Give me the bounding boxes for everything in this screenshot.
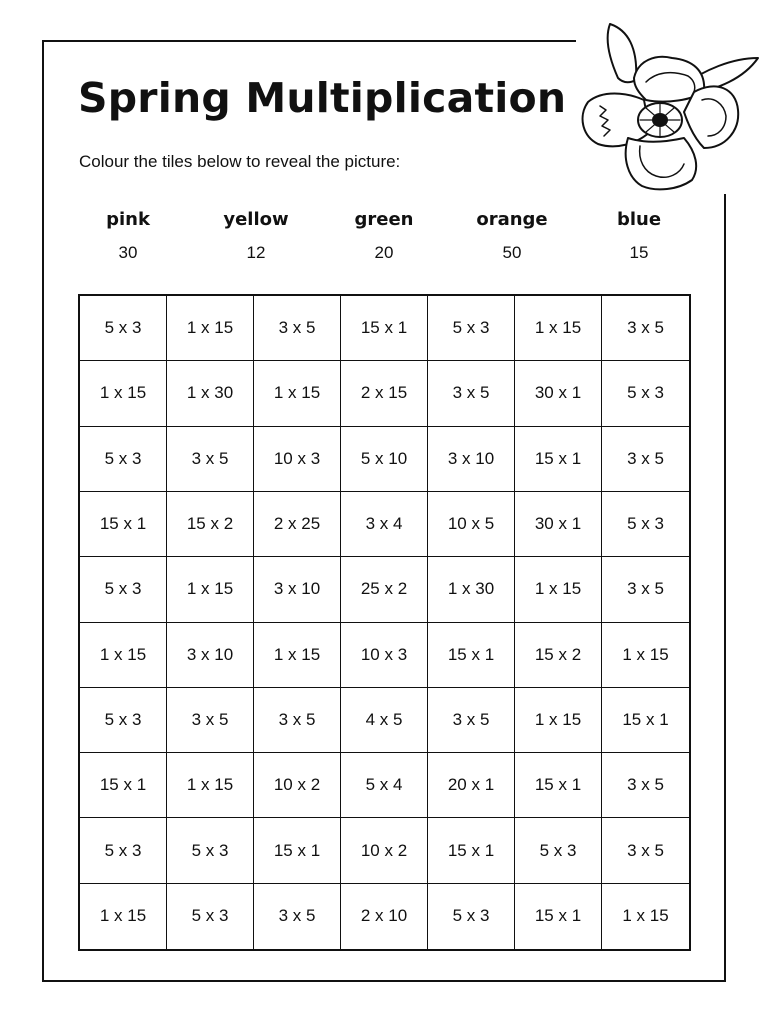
tile-r5-c4[interactable]: 25 x 2	[341, 557, 428, 622]
tile-r9-c5[interactable]: 15 x 1	[428, 818, 515, 883]
tile-r10-c4[interactable]: 2 x 10	[341, 884, 428, 949]
tile-r3-c4[interactable]: 5 x 10	[341, 427, 428, 492]
tile-r9-c1[interactable]: 5 x 3	[80, 818, 167, 883]
tile-r8-c3[interactable]: 10 x 2	[254, 753, 341, 818]
color-key-green	[334, 205, 434, 263]
key-color-label: blue	[616, 209, 662, 230]
tile-r3-c2[interactable]: 3 x 5	[167, 427, 254, 492]
tile-r10-c6[interactable]: 15 x 1	[515, 884, 602, 949]
tile-r3-c5[interactable]: 3 x 10	[428, 427, 515, 492]
tile-r7-c6[interactable]: 1 x 15	[515, 688, 602, 753]
tile-r1-c5[interactable]: 5 x 3	[428, 296, 515, 361]
tile-r1-c4[interactable]: 15 x 1	[341, 296, 428, 361]
tile-r10-c5[interactable]: 5 x 3	[428, 884, 515, 949]
tile-r4-c6[interactable]: 30 x 1	[515, 492, 602, 557]
tile-r3-c6[interactable]: 15 x 1	[515, 427, 602, 492]
tile-r10-c2[interactable]: 5 x 3	[167, 884, 254, 949]
tile-r2-c7[interactable]: 5 x 3	[602, 361, 689, 426]
tile-r9-c7[interactable]: 3 x 5	[602, 818, 689, 883]
color-key-yellow	[206, 205, 306, 263]
tile-r8-c7[interactable]: 3 x 5	[602, 753, 689, 818]
tile-r7-c2[interactable]: 3 x 5	[167, 688, 254, 753]
tile-r7-c1[interactable]: 5 x 3	[80, 688, 167, 753]
tile-r6-c1[interactable]: 1 x 15	[80, 623, 167, 688]
tile-r8-c5[interactable]: 20 x 1	[428, 753, 515, 818]
tile-r2-c6[interactable]: 30 x 1	[515, 361, 602, 426]
tile-r1-c1[interactable]: 5 x 3	[80, 296, 167, 361]
multiplication-tile-grid	[78, 294, 691, 951]
tile-r8-c2[interactable]: 1 x 15	[167, 753, 254, 818]
tile-r7-c7[interactable]: 15 x 1	[602, 688, 689, 753]
tile-r4-c1[interactable]: 15 x 1	[80, 492, 167, 557]
tile-r7-c4[interactable]: 4 x 5	[341, 688, 428, 753]
tile-r10-c1[interactable]: 1 x 15	[80, 884, 167, 949]
tile-r9-c2[interactable]: 5 x 3	[167, 818, 254, 883]
flower-illustration	[576, 20, 760, 194]
tile-r6-c2[interactable]: 3 x 10	[167, 623, 254, 688]
key-value: 50	[502, 243, 522, 262]
tile-r3-c1[interactable]: 5 x 3	[80, 427, 167, 492]
tile-r8-c1[interactable]: 15 x 1	[80, 753, 167, 818]
page-title: Spring Multiplication	[78, 74, 567, 122]
tile-r4-c4[interactable]: 3 x 4	[341, 492, 428, 557]
tile-r4-c7[interactable]: 5 x 3	[602, 492, 689, 557]
tile-r7-c3[interactable]: 3 x 5	[254, 688, 341, 753]
tile-r3-c3[interactable]: 10 x 3	[254, 427, 341, 492]
tile-r2-c4[interactable]: 2 x 15	[341, 361, 428, 426]
key-color-label: yellow	[223, 209, 289, 230]
key-color-label: green	[354, 209, 414, 230]
key-value: 12	[246, 243, 266, 262]
key-color-label: orange	[476, 209, 548, 230]
tile-r6-c6[interactable]: 15 x 2	[515, 623, 602, 688]
tile-r2-c5[interactable]: 3 x 5	[428, 361, 515, 426]
tile-r9-c3[interactable]: 15 x 1	[254, 818, 341, 883]
tile-r4-c5[interactable]: 10 x 5	[428, 492, 515, 557]
color-key-blue	[589, 205, 689, 263]
tile-r2-c1[interactable]: 1 x 15	[80, 361, 167, 426]
tile-r5-c5[interactable]: 1 x 30	[428, 557, 515, 622]
key-value: 20	[374, 243, 394, 262]
tile-r8-c4[interactable]: 5 x 4	[341, 753, 428, 818]
tile-r2-c3[interactable]: 1 x 15	[254, 361, 341, 426]
tile-r9-c4[interactable]: 10 x 2	[341, 818, 428, 883]
key-value: 15	[629, 243, 649, 262]
tile-r3-c7[interactable]: 3 x 5	[602, 427, 689, 492]
tile-r5-c7[interactable]: 3 x 5	[602, 557, 689, 622]
tile-r4-c2[interactable]: 15 x 2	[167, 492, 254, 557]
color-key-pink	[78, 205, 178, 263]
tile-r6-c4[interactable]: 10 x 3	[341, 623, 428, 688]
tile-r5-c1[interactable]: 5 x 3	[80, 557, 167, 622]
tile-r6-c3[interactable]: 1 x 15	[254, 623, 341, 688]
tile-r9-c6[interactable]: 5 x 3	[515, 818, 602, 883]
tile-r1-c2[interactable]: 1 x 15	[167, 296, 254, 361]
tile-r1-c6[interactable]: 1 x 15	[515, 296, 602, 361]
tile-r4-c3[interactable]: 2 x 25	[254, 492, 341, 557]
tile-r5-c2[interactable]: 1 x 15	[167, 557, 254, 622]
tile-r10-c7[interactable]: 1 x 15	[622, 906, 669, 926]
tile-r8-c6[interactable]: 15 x 1	[515, 753, 602, 818]
tile-r10-c3[interactable]: 3 x 5	[254, 884, 341, 949]
tile-r6-c5[interactable]: 15 x 1	[428, 623, 515, 688]
tile-r2-c2[interactable]: 1 x 30	[167, 361, 254, 426]
tile-r1-c3[interactable]: 3 x 5	[254, 296, 341, 361]
color-key-orange	[462, 205, 562, 263]
instructions-text: Colour the tiles below to reveal the picture:	[79, 152, 401, 171]
key-color-label: pink	[106, 209, 150, 230]
tile-r5-c6[interactable]: 1 x 15	[515, 557, 602, 622]
key-value: 30	[118, 243, 138, 262]
tile-r6-c7[interactable]: 1 x 15	[602, 623, 689, 688]
tile-r5-c3[interactable]: 3 x 10	[254, 557, 341, 622]
tile-r1-c7[interactable]: 3 x 5	[602, 296, 689, 361]
tile-r7-c5[interactable]: 3 x 5	[428, 688, 515, 753]
